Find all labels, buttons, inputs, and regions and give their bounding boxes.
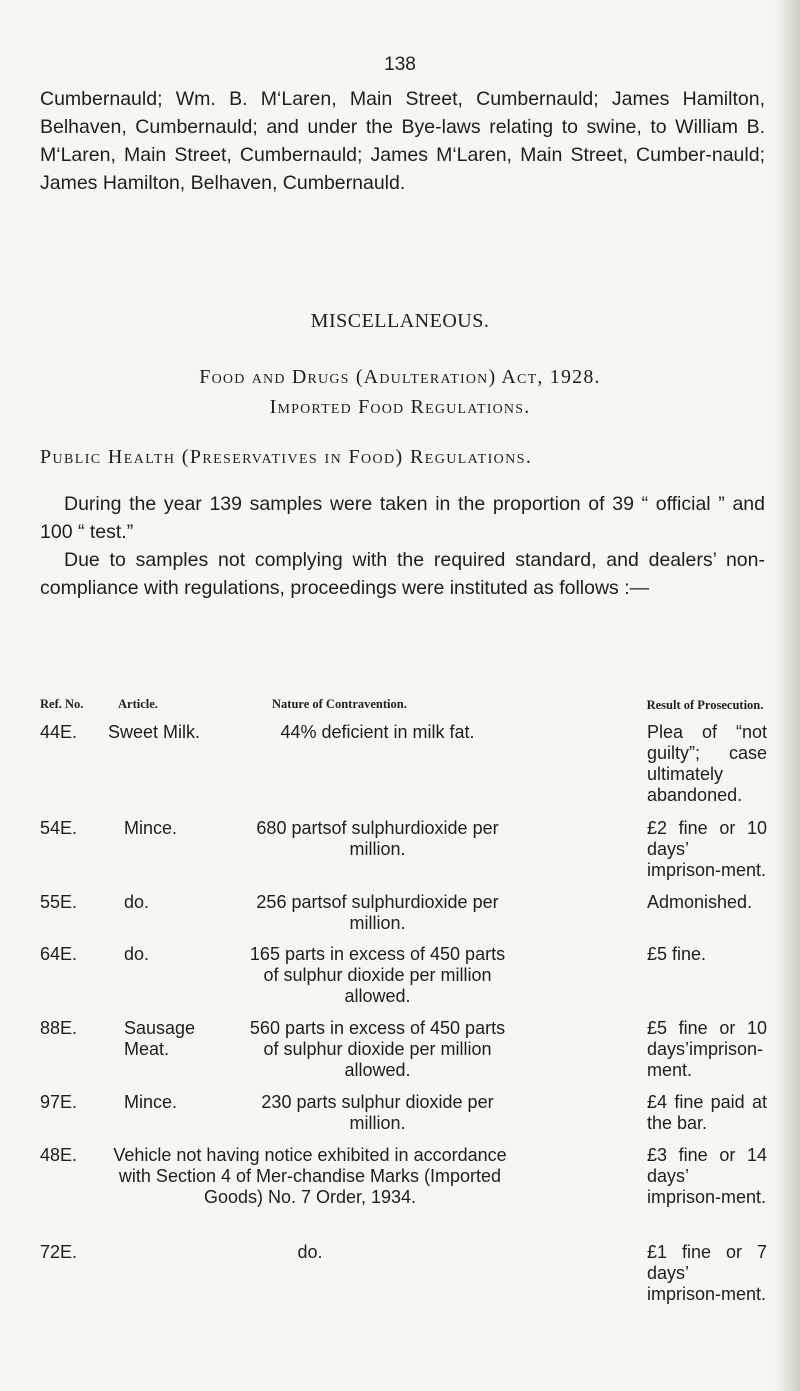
row-result: Admonished. <box>647 892 753 912</box>
row-result: £5 fine. <box>647 944 707 964</box>
row-ref: 97E. <box>40 1092 78 1112</box>
header-article: Article. <box>118 697 158 711</box>
header-nature: Nature of Contravention. <box>272 697 407 711</box>
samples-paragraph <box>40 490 765 546</box>
samples-text: During the year 139 samples were taken in the proportion of 39 “ official ” and 100 “ test.” <box>40 493 765 543</box>
row-article: do. <box>124 944 150 964</box>
intro-text: Cumbernauld; Wm. B. M‘Laren, Main Street, Cumbernauld; James Hamilton, Belhaven, Cumbernauld; and under the Bye-laws relating to swine, to William B. M‘Laren, Main Street, Cumbernauld; James M‘Laren, Main Street, Cumber-nauld; James Hamilton, Belhaven, Cumbernauld. <box>40 88 765 194</box>
row-nature: do. <box>297 1242 323 1262</box>
header-ref-no: Ref. No. <box>40 697 84 711</box>
page-number: 138 <box>384 54 416 75</box>
proceedings-paragraph <box>40 546 765 602</box>
row-result: £1 fine or 7 days’ imprison-ment. <box>647 1242 767 1304</box>
row-ref: 44E. <box>40 722 78 742</box>
row-nature: 256 partsof sulphurdioxide per million. <box>256 892 499 933</box>
row-nature: Vehicle not having notice exhibited in accordance with Section 4 of Mer-chandise Marks (Imported Goods) No. 7 Order, 1934. <box>113 1145 507 1207</box>
row-ref: 64E. <box>40 944 78 964</box>
row-result: £2 fine or 10 days’ imprison-ment. <box>647 818 767 880</box>
row-ref: 54E. <box>40 818 78 838</box>
row-article: do. <box>124 892 150 912</box>
row-nature: 680 partsof sulphurdioxide per million. <box>256 818 499 859</box>
row-result: £5 fine or 10 days’imprison-ment. <box>647 1018 767 1080</box>
row-result: £3 fine or 14 days’ imprison-ment. <box>647 1145 767 1207</box>
row-nature: 230 parts sulphur dioxide per million. <box>261 1092 494 1133</box>
regulations-title: Imported Food Regulations. <box>269 396 531 418</box>
proceedings-text: Due to samples not complying with the required standard, and dealers’ non-compliance with regulations, proceedings were instituted as follows :— <box>40 549 765 599</box>
row-result: Plea of “not guilty”; case ultimately abandoned. <box>647 722 767 805</box>
intro-paragraph <box>40 85 765 197</box>
row-article: Mince. <box>124 1092 178 1112</box>
row-nature: 560 parts in excess of 450 parts of sulphur dioxide per million allowed. <box>249 1018 506 1080</box>
preservatives-title: Public Health (Preservatives in Food) Regulations. <box>40 446 533 468</box>
row-nature: 165 parts in excess of 450 parts of sulphur dioxide per million allowed. <box>249 944 506 1006</box>
row-article: Mince. <box>124 818 178 838</box>
section-heading: MISCELLANEOUS. <box>310 310 490 332</box>
row-article: Sausage Meat. <box>124 1018 196 1059</box>
row-result: £4 fine paid at the bar. <box>647 1092 767 1133</box>
row-nature: 44% deficient in milk fat. <box>280 722 475 742</box>
act-title: Food and Drugs (Adulteration) Act, 1928. <box>199 366 601 388</box>
row-ref: 55E. <box>40 892 78 912</box>
row-ref: 48E. <box>40 1145 78 1165</box>
row-ref: 72E. <box>40 1242 78 1262</box>
header-result: Result of Prosecution. <box>646 698 764 712</box>
table-header <box>0 676 800 716</box>
row-article: Sweet Milk. <box>108 722 201 742</box>
row-ref: 88E. <box>40 1018 78 1038</box>
